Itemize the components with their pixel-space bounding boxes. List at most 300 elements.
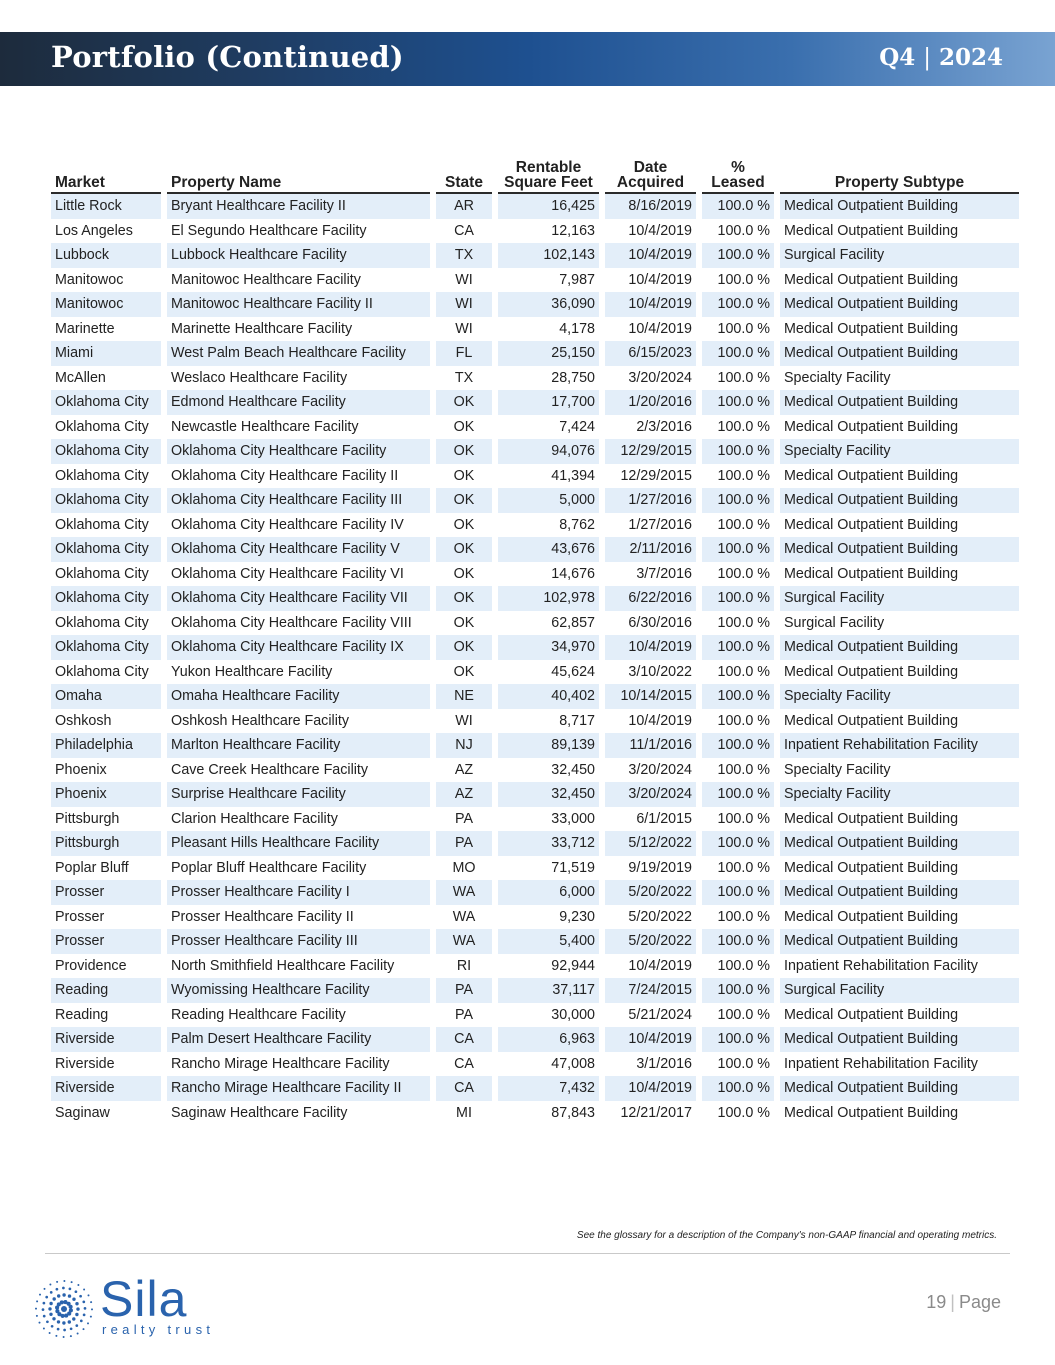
- cell-property-name: Marinette Healthcare Facility: [171, 320, 353, 337]
- cell-market: Oklahoma City: [51, 537, 161, 562]
- cell-square-feet: 33,000: [551, 810, 595, 827]
- cell-leased: 100.0 %: [717, 761, 770, 778]
- table-row: [51, 782, 1019, 807]
- logo-dot: [88, 1294, 90, 1296]
- glossary-footnote: See the glossary for a description of the Company's non-GAAP financial and operating metrics.: [576, 1230, 997, 1241]
- col-header-square-feet: [498, 155, 599, 194]
- logo-dot: [57, 1294, 60, 1297]
- logo-dot: [49, 1332, 51, 1334]
- cell-state: WA: [436, 929, 492, 954]
- table-row: [51, 562, 1019, 587]
- cell-date-acquired: 6/22/2016: [605, 586, 696, 611]
- cell-market: Oklahoma City: [55, 565, 149, 582]
- logo-tagline: realty trust: [102, 1322, 215, 1337]
- cell-state: PA: [454, 810, 473, 827]
- cell-leased: 100.0 %: [717, 418, 770, 435]
- cell-property-subtype: Medical Outpatient Building: [780, 292, 1019, 317]
- cell-leased: 100.0 %: [717, 565, 770, 582]
- cell-square-feet: 32,450: [498, 782, 599, 807]
- cell-property-subtype: Medical Outpatient Building: [780, 194, 1019, 219]
- table-row: [51, 488, 1019, 513]
- cell-property-name: North Smithfield Healthcare Facility: [171, 957, 395, 974]
- table-row: [51, 1003, 1019, 1028]
- cell-market: Prosser: [51, 929, 161, 954]
- cell-state: OK: [436, 439, 492, 464]
- cell-date-acquired: 7/24/2015: [605, 978, 696, 1003]
- cell-property-subtype: Surgical Facility: [780, 243, 1019, 268]
- cell-leased: 100.0 %: [702, 488, 774, 513]
- logo-dot: [43, 1302, 46, 1305]
- cell-property-subtype: Medical Outpatient Building: [780, 635, 1019, 660]
- cell-property-name: Prosser Healthcare Facility I: [167, 880, 430, 905]
- col-header-date-line1: Date: [633, 159, 668, 176]
- table-row: [51, 635, 1019, 660]
- period-quarter: Q4: [879, 44, 916, 71]
- logo-dot: [36, 1315, 38, 1317]
- cell-date-acquired: 6/30/2016: [628, 614, 692, 631]
- cell-property-name: Rancho Mirage Healthcare Facility II: [167, 1076, 430, 1101]
- logo-dot: [87, 1322, 89, 1324]
- cell-property-subtype: Medical Outpatient Building: [784, 271, 959, 288]
- cell-property-name: Bryant Healthcare Facility II: [167, 194, 430, 219]
- cell-square-feet: 4,178: [559, 320, 595, 337]
- table-row: [51, 194, 1019, 219]
- cell-property-subtype: Medical Outpatient Building: [780, 390, 1019, 415]
- logo-dot: [75, 1313, 78, 1316]
- cell-property-name: El Segundo Healthcare Facility: [171, 222, 367, 239]
- logo-dot: [69, 1288, 72, 1291]
- cell-state: OK: [453, 565, 475, 582]
- cell-property-name: Prosser Healthcare Facility III: [167, 929, 430, 954]
- col-header-leased-line1: %: [731, 159, 745, 176]
- cell-leased: 100.0 %: [702, 782, 774, 807]
- cell-property-subtype: Specialty Facility: [784, 761, 891, 778]
- cell-date-acquired: 12/29/2015: [620, 467, 692, 484]
- period-separator: |: [923, 44, 931, 71]
- table-row: [51, 880, 1019, 905]
- cell-state: TX: [454, 369, 474, 386]
- cell-leased: 100.0 %: [702, 635, 774, 660]
- logo-dot: [83, 1289, 85, 1291]
- cell-square-feet: 47,008: [551, 1055, 595, 1072]
- cell-square-feet: 89,139: [498, 733, 599, 758]
- cell-property-name: Oklahoma City Healthcare Facility VIII: [171, 614, 412, 631]
- cell-property-name: Yukon Healthcare Facility: [171, 663, 333, 680]
- cell-property-name: Newcastle Healthcare Facility: [171, 418, 359, 435]
- cell-square-feet: 102,978: [498, 586, 599, 611]
- cell-property-name: Oklahoma City Healthcare Facility III: [167, 488, 430, 513]
- logo-dot: [39, 1294, 41, 1296]
- logo-dot: [48, 1307, 51, 1310]
- logo-dot: [63, 1280, 65, 1282]
- logo-dot: [57, 1320, 60, 1323]
- cell-square-feet: 6,963: [498, 1027, 599, 1052]
- cell-date-acquired: 10/4/2019: [628, 222, 692, 239]
- logo-dot: [60, 1300, 64, 1304]
- logo-dot: [62, 1321, 65, 1324]
- logo-dot: [75, 1324, 78, 1327]
- logo-wordmark: Sila: [100, 1271, 188, 1327]
- footer-divider: [45, 1253, 1010, 1254]
- table-row: [51, 929, 1019, 954]
- cell-date-acquired: 1/27/2016: [628, 516, 692, 533]
- cell-square-feet: 17,700: [498, 390, 599, 415]
- cell-market: Poplar Bluff: [55, 859, 129, 876]
- logo-dot: [57, 1328, 60, 1331]
- logo-dot: [71, 1281, 73, 1283]
- logo-dot: [52, 1317, 55, 1320]
- cell-leased: 100.0 %: [717, 908, 770, 925]
- cell-property-name: Omaha Healthcare Facility: [167, 684, 430, 709]
- cell-property-name: Oshkosh Healthcare Facility: [171, 712, 349, 729]
- cell-leased: 100.0 %: [717, 1104, 770, 1121]
- cell-market: Prosser: [55, 908, 105, 925]
- cell-leased: 100.0 %: [702, 1027, 774, 1052]
- cell-leased: 100.0 %: [717, 320, 770, 337]
- table-row: [51, 905, 1019, 930]
- cell-property-subtype: Medical Outpatient Building: [784, 320, 959, 337]
- logo-dot: [83, 1314, 86, 1317]
- col-header-property-name: Property Name: [167, 155, 430, 194]
- col-header-square-feet-line1: Rentable: [515, 159, 582, 176]
- logo-dot: [42, 1308, 45, 1311]
- col-header-state: State: [436, 155, 492, 194]
- cell-property-subtype: Inpatient Rehabilitation Facility: [784, 957, 978, 974]
- cell-market: Phoenix: [55, 761, 107, 778]
- table-row: [51, 1101, 1019, 1126]
- table-row: [51, 1076, 1019, 1101]
- cell-date-acquired: 5/20/2022: [605, 880, 696, 905]
- cell-property-subtype: Specialty Facility: [784, 369, 891, 386]
- logo-dot: [75, 1302, 78, 1305]
- cell-state: CA: [454, 1055, 474, 1072]
- cell-square-feet: 16,425: [498, 194, 599, 219]
- cell-date-acquired: 10/4/2019: [605, 635, 696, 660]
- cell-date-acquired: 3/7/2016: [636, 565, 692, 582]
- cell-date-acquired: 10/4/2019: [628, 957, 692, 974]
- cell-property-subtype: Medical Outpatient Building: [784, 222, 959, 239]
- cell-date-acquired: 9/19/2019: [628, 859, 692, 876]
- report-period: [879, 44, 1003, 71]
- cell-property-name: Pleasant Hills Healthcare Facility: [167, 831, 430, 856]
- cell-state: OK: [436, 390, 492, 415]
- table-row: [51, 464, 1019, 489]
- cell-property-subtype: Medical Outpatient Building: [784, 859, 959, 876]
- cell-date-acquired: 1/20/2016: [605, 390, 696, 415]
- cell-state: OK: [453, 663, 475, 680]
- cell-square-feet: 7,432: [498, 1076, 599, 1101]
- cell-property-name: Marlton Healthcare Facility: [167, 733, 430, 758]
- cell-date-acquired: 10/4/2019: [628, 271, 692, 288]
- cell-square-feet: 92,944: [551, 957, 595, 974]
- cell-date-acquired: 10/4/2019: [605, 243, 696, 268]
- cell-state: FL: [436, 341, 492, 366]
- cell-state: AZ: [454, 761, 474, 778]
- cell-leased: 100.0 %: [717, 712, 770, 729]
- page-title: Portfolio (Continued): [51, 40, 404, 74]
- cell-property-subtype: Medical Outpatient Building: [784, 565, 959, 582]
- table-row: [51, 268, 1019, 293]
- cell-square-feet: 71,519: [551, 859, 595, 876]
- cell-date-acquired: 6/15/2023: [605, 341, 696, 366]
- col-header-property-subtype: Property Subtype: [780, 155, 1019, 194]
- logo-dot: [39, 1322, 41, 1324]
- cell-property-subtype: Medical Outpatient Building: [784, 663, 959, 680]
- cell-property-name: Rancho Mirage Healthcare Facility: [171, 1055, 390, 1072]
- cell-leased: 100.0 %: [702, 341, 774, 366]
- cell-property-name: Edmond Healthcare Facility: [167, 390, 430, 415]
- portfolio-table: [51, 155, 1019, 1125]
- cell-state: WA: [436, 880, 492, 905]
- cell-date-acquired: 5/20/2022: [605, 929, 696, 954]
- cell-square-feet: 28,750: [551, 369, 595, 386]
- cell-date-acquired: 5/21/2024: [628, 1006, 692, 1023]
- cell-date-acquired: 2/3/2016: [636, 418, 692, 435]
- cell-leased: 100.0 %: [702, 390, 774, 415]
- page-number-label: Page: [958, 1292, 1001, 1312]
- logo-dot: [76, 1307, 79, 1310]
- cell-square-feet: 40,402: [498, 684, 599, 709]
- cell-state: MO: [452, 859, 476, 876]
- cell-date-acquired: 6/1/2015: [636, 810, 692, 827]
- cell-property-name: West Palm Beach Healthcare Facility: [167, 341, 430, 366]
- cell-market: Riverside: [55, 1055, 115, 1072]
- table-row: [51, 856, 1019, 881]
- col-header-square-feet-line2: Square Feet: [504, 174, 593, 191]
- cell-date-acquired: 1/27/2016: [605, 488, 696, 513]
- table-row: [51, 758, 1019, 783]
- logo-dot: [43, 1328, 45, 1330]
- cell-market: Oklahoma City: [51, 635, 161, 660]
- cell-leased: 100.0 %: [702, 733, 774, 758]
- logo-dot: [75, 1290, 78, 1293]
- cell-leased: 100.0 %: [702, 537, 774, 562]
- cell-property-subtype: Medical Outpatient Building: [784, 712, 959, 729]
- cell-market: Pittsburgh: [51, 831, 161, 856]
- cell-property-subtype: Medical Outpatient Building: [780, 880, 1019, 905]
- cell-state: AR: [436, 194, 492, 219]
- cell-date-acquired: 3/20/2024: [628, 761, 692, 778]
- cell-state: PA: [454, 1006, 473, 1023]
- cell-date-acquired: 11/1/2016: [605, 733, 696, 758]
- cell-market: Manitowoc: [55, 271, 124, 288]
- cell-property-name: Manitowoc Healthcare Facility II: [167, 292, 430, 317]
- cell-leased: 100.0 %: [717, 369, 770, 386]
- table-row: [51, 219, 1019, 244]
- cell-property-subtype: Medical Outpatient Building: [784, 418, 959, 435]
- cell-square-feet: 30,000: [551, 1006, 595, 1023]
- cell-square-feet: 45,624: [551, 663, 595, 680]
- table-row: [51, 684, 1019, 709]
- cell-state: NJ: [436, 733, 492, 758]
- cell-property-name: Oklahoma City Healthcare Facility VI: [171, 565, 404, 582]
- cell-date-acquired: 10/14/2015: [605, 684, 696, 709]
- cell-square-feet: 87,843: [551, 1104, 595, 1121]
- cell-property-name: Oklahoma City Healthcare Facility VII: [167, 586, 430, 611]
- logo-dot: [44, 1288, 46, 1290]
- cell-property-name: Oklahoma City Healthcare Facility II: [171, 467, 399, 484]
- cell-state: PA: [436, 831, 492, 856]
- cell-market: Omaha: [51, 684, 161, 709]
- cell-leased: 100.0 %: [702, 586, 774, 611]
- logo-dot: [70, 1327, 73, 1330]
- logo-dot: [90, 1301, 92, 1303]
- cell-leased: 100.0 %: [702, 880, 774, 905]
- cell-property-name: Manitowoc Healthcare Facility: [171, 271, 361, 288]
- cell-date-acquired: 10/4/2019: [628, 320, 692, 337]
- table-row: [51, 1052, 1019, 1077]
- table-row: [51, 513, 1019, 538]
- cell-market: Saginaw: [55, 1104, 110, 1121]
- cell-leased: 100.0 %: [702, 243, 774, 268]
- table-row: [51, 439, 1019, 464]
- logo-dot: [62, 1293, 65, 1296]
- cell-market: Philadelphia: [51, 733, 161, 758]
- cell-property-name: Poplar Bluff Healthcare Facility: [171, 859, 367, 876]
- cell-market: Lubbock: [51, 243, 161, 268]
- cell-property-subtype: Inpatient Rehabilitation Facility: [780, 733, 1019, 758]
- cell-date-acquired: 3/20/2024: [605, 782, 696, 807]
- cell-leased: 100.0 %: [702, 831, 774, 856]
- cell-leased: 100.0 %: [717, 1055, 770, 1072]
- col-header-date-acquired: [605, 155, 696, 194]
- cell-square-feet: 43,676: [498, 537, 599, 562]
- cell-property-subtype: Medical Outpatient Building: [784, 1006, 959, 1023]
- cell-leased: 100.0 %: [717, 222, 770, 239]
- cell-property-name: Wyomissing Healthcare Facility: [167, 978, 430, 1003]
- cell-date-acquired: 10/4/2019: [605, 1076, 696, 1101]
- cell-leased: 100.0 %: [717, 467, 770, 484]
- cell-square-feet: 6,000: [498, 880, 599, 905]
- cell-market: Oklahoma City: [55, 614, 149, 631]
- cell-date-acquired: 12/29/2015: [605, 439, 696, 464]
- cell-leased: 100.0 %: [717, 614, 770, 631]
- cell-market: Oklahoma City: [51, 586, 161, 611]
- cell-date-acquired: 3/20/2024: [628, 369, 692, 386]
- cell-leased: 100.0 %: [702, 684, 774, 709]
- table-row: [51, 978, 1019, 1003]
- cell-leased: 100.0 %: [702, 929, 774, 954]
- cell-property-subtype: Specialty Facility: [780, 684, 1019, 709]
- cell-leased: 100.0 %: [717, 1006, 770, 1023]
- logo-dot: [83, 1328, 85, 1330]
- cell-property-subtype: Surgical Facility: [784, 614, 885, 631]
- logo-dot: [68, 1320, 71, 1323]
- cell-date-acquired: 5/12/2022: [605, 831, 696, 856]
- cell-property-subtype: Specialty Facility: [780, 439, 1019, 464]
- cell-market: Providence: [55, 957, 127, 974]
- cell-state: RI: [456, 957, 472, 974]
- cell-property-subtype: Medical Outpatient Building: [780, 341, 1019, 366]
- cell-leased: 100.0 %: [702, 1076, 774, 1101]
- cell-market: Pittsburgh: [55, 810, 120, 827]
- page-number: [926, 1292, 1001, 1313]
- cell-property-subtype: Medical Outpatient Building: [784, 516, 959, 533]
- cell-state: OK: [453, 467, 475, 484]
- logo-dot: [56, 1288, 59, 1291]
- page-number-separator: |: [950, 1292, 955, 1312]
- cell-market: Riverside: [51, 1076, 161, 1101]
- cell-leased: 100.0 %: [717, 663, 770, 680]
- cell-market: Riverside: [51, 1027, 161, 1052]
- cell-property-subtype: Surgical Facility: [780, 586, 1019, 611]
- cell-market: Miami: [51, 341, 161, 366]
- table-row: [51, 954, 1019, 979]
- cell-property-subtype: Medical Outpatient Building: [780, 831, 1019, 856]
- page-number-value: 19: [926, 1292, 947, 1312]
- cell-property-subtype: Medical Outpatient Building: [780, 537, 1019, 562]
- cell-state: WI: [455, 320, 473, 337]
- cell-market: Oklahoma City: [55, 418, 149, 435]
- col-header-leased-line2: Leased: [711, 174, 765, 191]
- cell-property-subtype: Medical Outpatient Building: [780, 1076, 1019, 1101]
- cell-leased: 100.0 %: [702, 292, 774, 317]
- cell-market: McAllen: [55, 369, 106, 386]
- logo-dot: [72, 1298, 75, 1301]
- cell-state: OK: [436, 488, 492, 513]
- cell-state: OK: [453, 614, 475, 631]
- logo-dot: [50, 1291, 53, 1294]
- cell-property-name: Clarion Healthcare Facility: [171, 810, 338, 827]
- logo-dot: [36, 1300, 38, 1302]
- cell-market: Reading: [55, 1006, 109, 1023]
- logo-dot: [53, 1297, 56, 1300]
- cell-date-acquired: 12/21/2017: [620, 1104, 692, 1121]
- cell-market: Oklahoma City: [51, 439, 161, 464]
- cell-leased: 100.0 %: [717, 271, 770, 288]
- cell-square-feet: 62,857: [551, 614, 595, 631]
- table-row: [51, 733, 1019, 758]
- logo-dot: [90, 1316, 92, 1318]
- cell-square-feet: 34,970: [498, 635, 599, 660]
- cell-property-subtype: Medical Outpatient Building: [784, 810, 959, 827]
- cell-leased: 100.0 %: [702, 194, 774, 219]
- cell-date-acquired: 10/4/2019: [628, 712, 692, 729]
- cell-property-name: Saginaw Healthcare Facility: [171, 1104, 348, 1121]
- col-header-leased: [702, 155, 774, 194]
- cell-market: Oklahoma City: [55, 516, 149, 533]
- table-row: [51, 390, 1019, 415]
- cell-state: OK: [436, 586, 492, 611]
- logo-dot: [51, 1325, 54, 1328]
- cell-square-feet: 41,394: [551, 467, 595, 484]
- logo-dot: [91, 1308, 93, 1310]
- logo-dot: [35, 1308, 37, 1310]
- cell-market: Oklahoma City: [51, 390, 161, 415]
- table-header-row: [51, 155, 1019, 194]
- logo-dot: [72, 1317, 75, 1320]
- cell-market: Oklahoma City: [55, 467, 149, 484]
- cell-property-name: Cave Creek Healthcare Facility: [171, 761, 369, 778]
- table-row: [51, 807, 1019, 832]
- cell-square-feet: 94,076: [498, 439, 599, 464]
- cell-property-name: Weslaco Healthcare Facility: [171, 369, 348, 386]
- col-header-market: Market: [51, 155, 161, 194]
- cell-state: OK: [453, 516, 475, 533]
- cell-market: Reading: [51, 978, 161, 1003]
- cell-property-subtype: Medical Outpatient Building: [780, 1027, 1019, 1052]
- cell-state: MI: [456, 1104, 472, 1121]
- cell-square-feet: 5,000: [498, 488, 599, 513]
- cell-date-acquired: 2/11/2016: [605, 537, 696, 562]
- period-year: 2024: [938, 44, 1003, 71]
- logo-dot: [77, 1284, 79, 1286]
- logo-dot: [63, 1329, 66, 1332]
- cell-market: Oshkosh: [55, 712, 112, 729]
- cell-square-feet: 9,230: [559, 908, 595, 925]
- logo-dot: [45, 1296, 48, 1299]
- cell-property-subtype: Specialty Facility: [780, 782, 1019, 807]
